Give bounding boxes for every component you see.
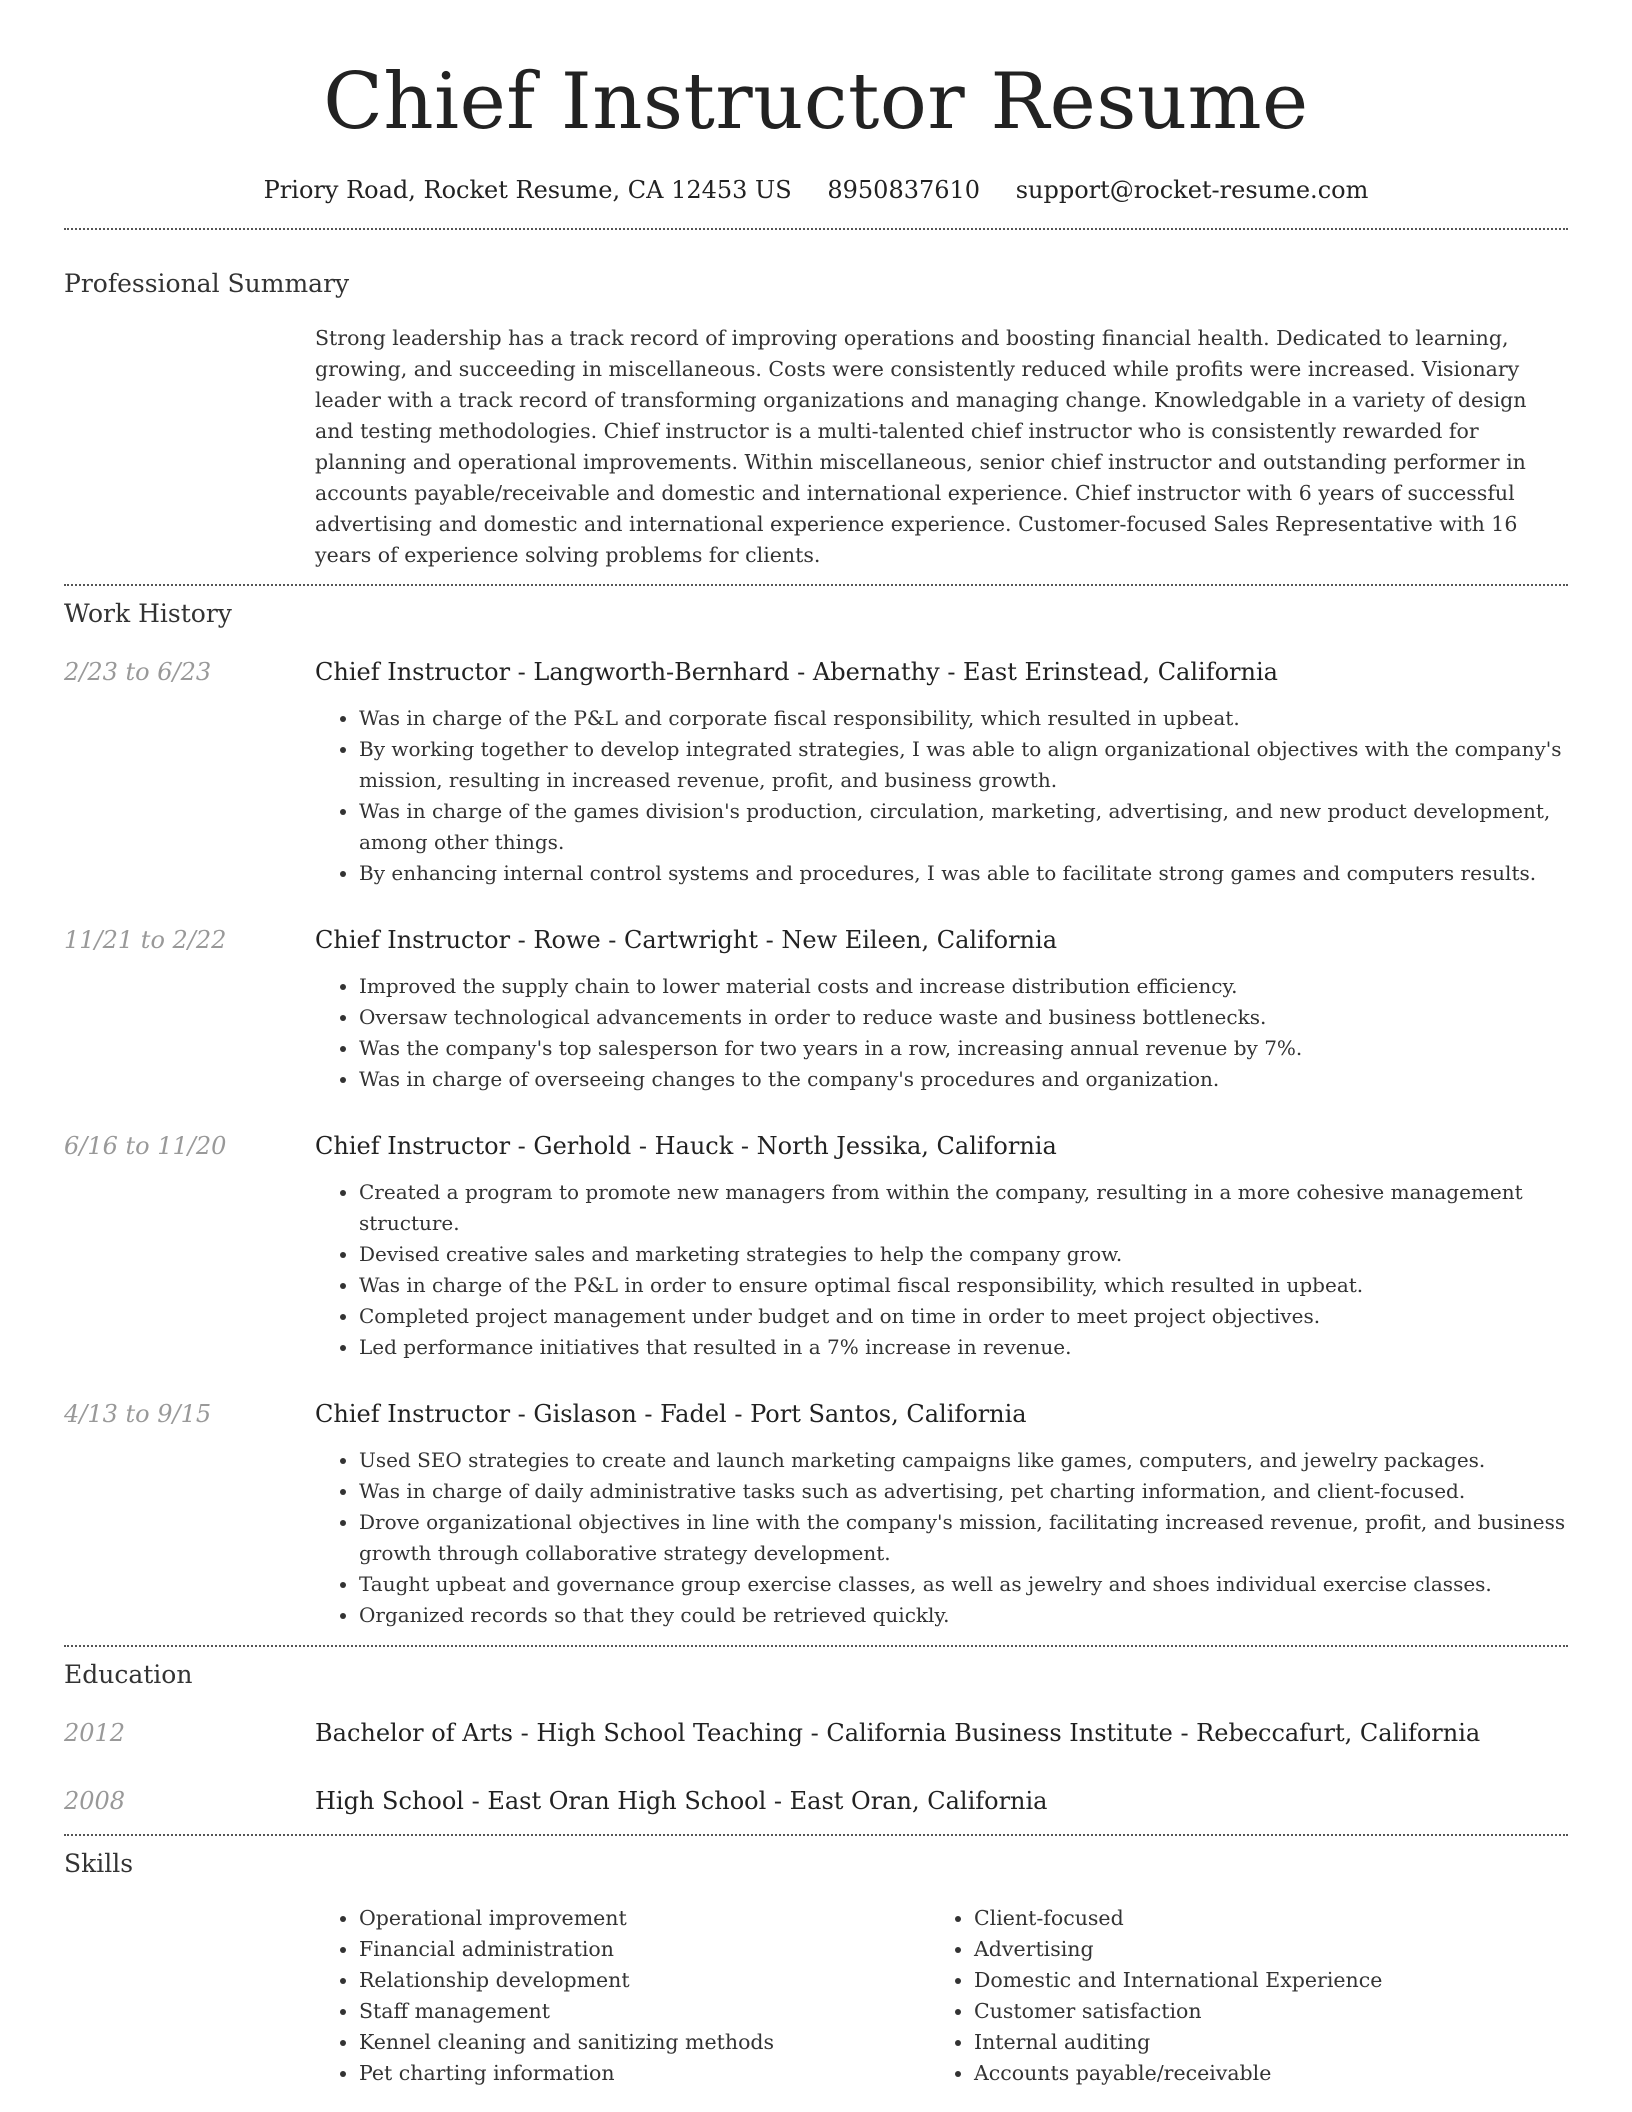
contact-phone: 8950837610 <box>827 176 981 204</box>
list-item: • Oversaw technological advancements in order to reduce waste and business bottlenecks. <box>359 1002 1568 1033</box>
list-item: • Was the company's top salesperson for two years in a row, increasing annual revenue by 7%. <box>359 1033 1568 1064</box>
skills-column-2 <box>930 1903 1545 2089</box>
contact-address: Priory Road, Rocket Resume, CA 12453 US <box>263 176 792 204</box>
job-bullets <box>315 703 1568 889</box>
list-item: • Operational improvement <box>359 1903 930 1934</box>
education-title: Bachelor of Arts - High School Teaching - California Business Institute - Rebeccafurt, California <box>315 1719 1481 1747</box>
education-entry <box>64 1716 1568 1750</box>
divider <box>64 584 1568 586</box>
job-title: Chief Instructor - Langworth-Bernhard - Abernathy - East Erinstead, California <box>315 658 1278 686</box>
divider <box>64 228 1568 230</box>
education-section <box>64 1658 1568 1818</box>
job-details <box>315 923 1568 1095</box>
job-details <box>315 1129 1568 1363</box>
list-item: • Internal auditing <box>974 2027 1545 2058</box>
job-dates: 11/21 to 2/22 <box>64 926 227 954</box>
job-title: Chief Instructor - Gislason - Fadel - Port Santos, California <box>315 1400 1027 1428</box>
education-entry <box>64 1784 1568 1818</box>
list-item: • Created a program to promote new managers from within the company, resulting in a more cohesive management structure. <box>359 1177 1568 1239</box>
job-entry <box>64 655 1568 889</box>
job-dates: 4/13 to 9/15 <box>64 1400 212 1428</box>
job-entry <box>64 1397 1568 1631</box>
list-item: • Led performance initiatives that resulted in a 7% increase in revenue. <box>359 1332 1568 1363</box>
job-entry <box>64 1129 1568 1363</box>
education-year: 2012 <box>64 1719 126 1747</box>
job-bullets <box>315 971 1568 1095</box>
job-dates: 2/23 to 6/23 <box>64 658 212 686</box>
list-item: • Drove organizational objectives in line with the company's mission, facilitating increased revenue, profit, and business growth through collaborative strategy development. <box>359 1507 1568 1569</box>
education-details <box>315 1784 1568 1818</box>
list-item: • Organized records so that they could be retrieved quickly. <box>359 1600 1568 1631</box>
list-item: • Pet charting information <box>359 2058 930 2089</box>
page-title: Chief Instructor Resume <box>323 57 1309 147</box>
list-item: • Domestic and International Experience <box>974 1965 1545 1996</box>
list-item: • Kennel cleaning and sanitizing methods <box>359 2027 930 2058</box>
summary-text: Strong leadership has a track record of improving operations and boosting financial health. Dedicated to learning, growing, and succeeding in miscellaneous. Costs were consistently reduced while profits were increased. Visionary leader with a track record of transforming organizations and managing change. Knowledgable in a variety of design and testing methodologies. Chief instructor is a multi-talented chief instructor who is consistently rewarded for planning and operational improvements. Within miscellaneous, senior chief instructor and outstanding performer in accounts payable/receivable and domestic and international experience. Chief instructor with 6 years of successful advertising and domestic and international experience experience. Customer-focused Sales Representative with 16 years of experience solving problems for clients. <box>315 326 1527 567</box>
section-heading-summary: Professional Summary <box>64 269 350 298</box>
list-item: • Accounts payable/receivable <box>974 2058 1545 2089</box>
section-heading-work-history: Work History <box>64 599 232 628</box>
list-item: • Used SEO strategies to create and launch marketing campaigns like games, computers, and jewelry packages. <box>359 1445 1568 1476</box>
list-item: • Devised creative sales and marketing strategies to help the company grow. <box>359 1239 1568 1270</box>
skills-column-1 <box>315 1903 930 2089</box>
education-title: High School - East Oran High School - East Oran, California <box>315 1787 1048 1815</box>
skills-body <box>315 1903 1568 2089</box>
list-item: • By enhancing internal control systems and procedures, I was able to facilitate strong games and computers results. <box>359 858 1568 889</box>
section-heading-skills: Skills <box>64 1849 134 1878</box>
list-item: • Relationship development <box>359 1965 930 1996</box>
list-item: • Was in charge of overseeing changes to the company's procedures and organization. <box>359 1064 1568 1095</box>
list-item: • Advertising <box>974 1934 1545 1965</box>
job-details <box>315 655 1568 889</box>
job-title: Chief Instructor - Gerhold - Hauck - North Jessika, California <box>315 1132 1057 1160</box>
list-item: • Was in charge of the P&L and corporate fiscal responsibility, which resulted in upbeat. <box>359 703 1568 734</box>
job-bullets <box>315 1177 1568 1363</box>
work-history-section <box>64 597 1568 1631</box>
list-item: • Was in charge of the P&L in order to ensure optimal fiscal responsibility, which resulted in upbeat. <box>359 1270 1568 1301</box>
contact-email: support@rocket-resume.com <box>1015 176 1369 204</box>
summary-section <box>64 267 1568 571</box>
divider <box>64 1645 1568 1647</box>
list-item: • Improved the supply chain to lower material costs and increase distribution efficiency. <box>359 971 1568 1002</box>
list-item: • Financial administration <box>359 1934 930 1965</box>
job-entry <box>64 923 1568 1095</box>
education-year: 2008 <box>64 1787 126 1815</box>
list-item: • Staff management <box>359 1996 930 2027</box>
section-heading-education: Education <box>64 1660 193 1689</box>
contact-line <box>64 174 1568 206</box>
list-item: • Completed project management under budget and on time in order to meet project objectives. <box>359 1301 1568 1332</box>
list-item: • Customer satisfaction <box>974 1996 1545 2027</box>
list-item: • Was in charge of daily administrative tasks such as advertising, pet charting information, and client-focused. <box>359 1476 1568 1507</box>
job-title: Chief Instructor - Rowe - Cartwright - New Eileen, California <box>315 926 1057 954</box>
skills-section <box>64 1847 1568 2089</box>
job-bullets <box>315 1445 1568 1631</box>
list-item: • Taught upbeat and governance group exercise classes, as well as jewelry and shoes individual exercise classes. <box>359 1569 1568 1600</box>
education-details <box>315 1716 1568 1750</box>
list-item: • Client-focused <box>974 1903 1545 1934</box>
divider <box>64 1834 1568 1836</box>
summary-body <box>315 323 1568 571</box>
skills-grid <box>315 1903 1568 2089</box>
job-details <box>315 1397 1568 1631</box>
job-dates: 6/16 to 11/20 <box>64 1132 227 1160</box>
skills-row <box>64 1903 1568 2089</box>
list-item: • Was in charge of the games division's production, circulation, marketing, advertising, and new product development, among other things. <box>359 796 1568 858</box>
list-item: • By working together to develop integrated strategies, I was able to align organizational objectives with the company's mission, resulting in increased revenue, profit, and business growth. <box>359 734 1568 796</box>
summary-row <box>64 323 1568 571</box>
